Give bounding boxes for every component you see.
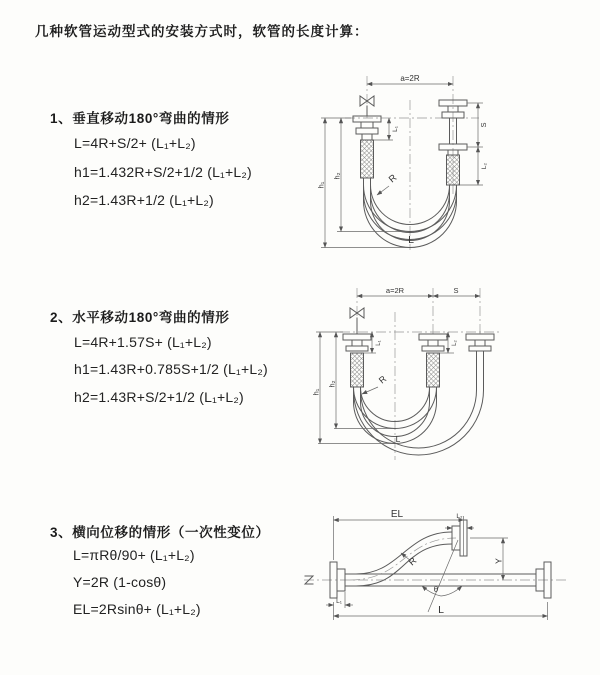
d3-label-theta: θ (433, 585, 439, 594)
diagram-vertical-180 (315, 72, 525, 258)
d1-label-l2: L₂ (481, 162, 488, 170)
left-braided-hose (351, 353, 364, 387)
section-3-formula-el: EL=2Rsinθ+ (L₁+L₂) (73, 601, 201, 617)
d3-label-l2: L₂ (456, 513, 463, 520)
d1-label-h1: h₁ (316, 181, 326, 189)
d2-label-s: S (453, 286, 459, 295)
right-pipe-flange (466, 334, 494, 368)
d2-label-h2: h₂ (327, 380, 337, 388)
d3-label-l: L (438, 604, 444, 616)
d2-label-h1: h₁ (312, 388, 321, 396)
d1-label-l1: L₁ (392, 126, 399, 132)
section-3-formula-l: L=πRθ/90+ (L₁+L₂) (73, 547, 195, 563)
d1-label-h2: h₂ (332, 172, 342, 180)
left-pipe-flange (343, 334, 371, 351)
d2-label-span: a=2R (385, 286, 405, 295)
dimension-lines (326, 516, 548, 620)
d2-label-l1: L₁ (376, 340, 382, 346)
d3-label-y: Y (493, 558, 504, 564)
right-braided-hose (447, 155, 460, 185)
d2-label-l2: L₂ (452, 340, 458, 346)
d3-label-l1: L₁ (336, 598, 342, 605)
d3-label-el: EL (390, 509, 404, 520)
diagram-horizontal-180 (312, 282, 552, 474)
d1-label-r: R (386, 172, 400, 186)
section-1-formula-h1: h1=1.432R+S/2+1/2 (L₁+L₂) (74, 164, 252, 180)
left-pipe-flange (353, 116, 381, 140)
section-1-formula-l: L=4R+S/2+ (L₁+L₂) (74, 135, 196, 151)
section-3-heading: 3、横向位移的情形（一次性变位） (50, 525, 270, 540)
section-1-heading: 1、垂直移动180°弯曲的情形 (50, 111, 230, 126)
d3-label-r: R (406, 555, 420, 569)
diagram-lateral-displacement (300, 506, 580, 648)
section-2-formula-l: L=4R+1.57S+ (L₁+L₂) (74, 334, 212, 350)
d1-label-l: L (408, 234, 414, 246)
section-1-formula-h2: h2=1.43R+1/2 (L₁+L₂) (74, 192, 214, 208)
section-2-formula-h2: h2=1.43R+S/2+1/2 (L₁+L₂) (74, 389, 244, 405)
section-2-formula-h1: h1=1.43R+0.785S+1/2 (L₁+L₂) (74, 361, 268, 377)
section-2-heading: 2、水平移动180°弯曲的情形 (50, 310, 230, 325)
d2-label-l: L (395, 434, 401, 444)
d1-label-span: a=2R (400, 74, 420, 83)
d2-label-r: R (376, 373, 389, 386)
rotation-axis-line (428, 540, 458, 612)
section-3-formula-y: Y=2R (1-cosθ) (73, 574, 167, 590)
left-braided-hose (361, 140, 374, 178)
u-bend-arcs (354, 368, 484, 455)
page-title: 几种软管运动型式的安装方式时，软管的长度计算： (35, 24, 369, 39)
d1-label-s: S (479, 122, 488, 128)
middle-braided-hose (427, 353, 440, 387)
middle-pipe-flange (419, 334, 447, 351)
